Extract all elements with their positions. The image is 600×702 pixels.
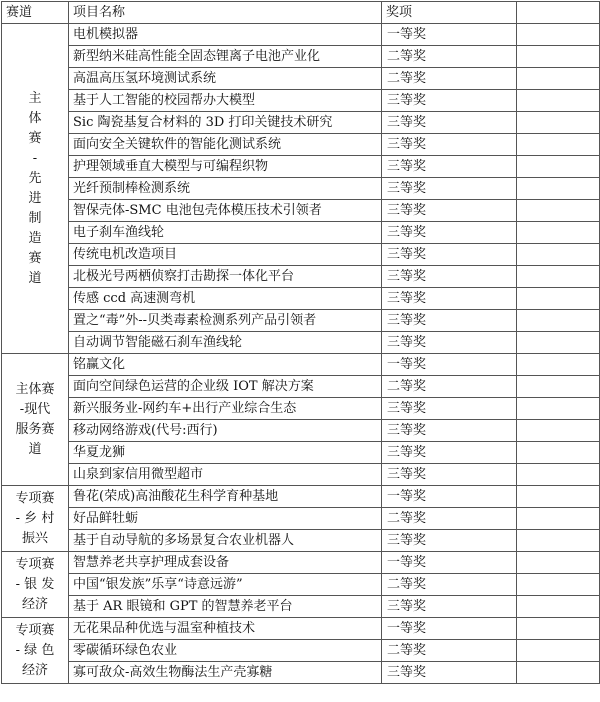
project-name: 好品鲜牡蛎	[69, 508, 382, 530]
table-row	[2, 46, 600, 68]
empty-cell	[517, 134, 600, 156]
award-level: 一等奖	[382, 486, 517, 508]
empty-cell	[517, 68, 600, 90]
empty-cell	[517, 244, 600, 266]
award-level: 二等奖	[382, 46, 517, 68]
award-level: 二等奖	[382, 68, 517, 90]
award-level: 三等奖	[382, 90, 517, 112]
empty-cell	[517, 310, 600, 332]
track-label-line: - 乡 村	[15, 510, 55, 526]
table-row	[2, 442, 600, 464]
empty-cell	[517, 354, 600, 376]
project-name: 智慧养老共享护理成套设备	[69, 552, 382, 574]
award-level: 三等奖	[382, 112, 517, 134]
project-name: 北极光号两栖侦察打击勘探一体化平台	[69, 266, 382, 288]
empty-cell	[517, 618, 600, 640]
project-name: 光纤预制棒检测系统	[69, 178, 382, 200]
track-label-line: 赛	[28, 250, 42, 266]
header-extra	[517, 2, 600, 24]
project-name: 传统电机改造项目	[69, 244, 382, 266]
track-cell	[2, 24, 69, 354]
table-row	[2, 200, 600, 222]
project-name: 鲁花(荣成)高油酸花生科学育种基地	[69, 486, 382, 508]
table-row	[2, 552, 600, 574]
track-label-line: 道	[28, 441, 42, 457]
award-level: 一等奖	[382, 354, 517, 376]
table-row	[2, 464, 600, 486]
project-name: 华夏龙狮	[69, 442, 382, 464]
project-name: 护理领域垂直大模型与可编程织物	[69, 156, 382, 178]
empty-cell	[517, 552, 600, 574]
empty-cell	[517, 508, 600, 530]
project-name: 智保壳体-SMC 电池包壳体模压技术引领者	[69, 200, 382, 222]
project-name: 置之“毒”外--贝类毒素检测系列产品引领者	[69, 310, 382, 332]
track-cell	[2, 552, 69, 618]
project-name: 自动调节智能磁石刹车渔线轮	[69, 332, 382, 354]
table-row	[2, 508, 600, 530]
award-level: 三等奖	[382, 442, 517, 464]
empty-cell	[517, 662, 600, 684]
empty-cell	[517, 486, 600, 508]
header-award: 奖项	[382, 2, 517, 24]
table-row	[2, 24, 600, 46]
empty-cell	[517, 442, 600, 464]
table-row	[2, 222, 600, 244]
track-label-line: 先	[28, 170, 42, 186]
project-name: 面向安全关键软件的智能化测试系统	[69, 134, 382, 156]
empty-cell	[517, 90, 600, 112]
track-label-line: 制	[28, 210, 42, 226]
award-level: 三等奖	[382, 464, 517, 486]
empty-cell	[517, 420, 600, 442]
award-level: 三等奖	[382, 530, 517, 552]
track-cell	[2, 486, 69, 552]
project-name: 铭赢文化	[69, 354, 382, 376]
track-label-line: 服务赛	[15, 421, 55, 437]
track-label-line: 进	[28, 190, 42, 206]
track-cell	[2, 618, 69, 684]
table-row	[2, 376, 600, 398]
empty-cell	[517, 288, 600, 310]
track-label-line: 赛	[28, 130, 42, 146]
table-row	[2, 156, 600, 178]
award-level: 一等奖	[382, 552, 517, 574]
empty-cell	[517, 24, 600, 46]
track-label-line: 主体赛	[15, 381, 55, 397]
project-name: 基于自动导航的多场景复合农业机器人	[69, 530, 382, 552]
empty-cell	[517, 530, 600, 552]
award-level: 三等奖	[382, 310, 517, 332]
award-level: 三等奖	[382, 134, 517, 156]
table-row	[2, 530, 600, 552]
empty-cell	[517, 156, 600, 178]
award-level: 三等奖	[382, 332, 517, 354]
empty-cell	[517, 266, 600, 288]
award-level: 三等奖	[382, 222, 517, 244]
awards-table	[1, 1, 600, 684]
project-name: 电机模拟器	[69, 24, 382, 46]
table-row	[2, 618, 600, 640]
empty-cell	[517, 596, 600, 618]
project-name: 零碳循环绿色农业	[69, 640, 382, 662]
table-row	[2, 596, 600, 618]
award-level: 二等奖	[382, 508, 517, 530]
track-label-line: - 银 发	[15, 576, 55, 592]
table-row	[2, 68, 600, 90]
track-label-line: 专项赛	[15, 622, 55, 638]
track-cell	[2, 354, 69, 486]
table-row	[2, 574, 600, 596]
award-level: 一等奖	[382, 24, 517, 46]
table-row	[2, 134, 600, 156]
empty-cell	[517, 398, 600, 420]
track-label-line: 专项赛	[15, 556, 55, 572]
award-level: 三等奖	[382, 200, 517, 222]
project-name: 传感 ccd 高速测弯机	[69, 288, 382, 310]
project-name: 新兴服务业-网约车+出行产业综合生态	[69, 398, 382, 420]
table-row	[2, 662, 600, 684]
project-name: 中国“银发族”乐享“诗意远游”	[69, 574, 382, 596]
project-name: Sic 陶瓷基复合材料的 3D 打印关键技术研究	[69, 112, 382, 134]
table-row	[2, 90, 600, 112]
track-label-line: 振兴	[21, 530, 48, 546]
header-project: 项目名称	[69, 2, 382, 24]
award-level: 三等奖	[382, 178, 517, 200]
table-row	[2, 354, 600, 376]
project-name: 基于 AR 眼镜和 GPT 的智慧养老平台	[69, 596, 382, 618]
track-label-line: 经济	[21, 596, 48, 612]
award-level: 二等奖	[382, 640, 517, 662]
project-name: 高温高压氢环境测试系统	[69, 68, 382, 90]
track-label-line: -	[32, 150, 38, 166]
header-row	[2, 2, 600, 24]
project-name: 山泉到家信用微型超市	[69, 464, 382, 486]
table-row	[2, 244, 600, 266]
track-label-line: 经济	[21, 662, 48, 678]
header-track: 赛道	[2, 2, 69, 24]
track-label-line: 主	[28, 90, 42, 106]
track-label-line: 专项赛	[15, 490, 55, 506]
project-name: 面向空间绿色运营的企业级 IOT 解决方案	[69, 376, 382, 398]
award-level: 二等奖	[382, 574, 517, 596]
award-level: 三等奖	[382, 266, 517, 288]
track-label-line: -现代	[19, 401, 51, 417]
table-row	[2, 266, 600, 288]
track-label-line: 道	[28, 270, 42, 286]
project-name: 寡可敌众-高效生物酶法生产壳寡糖	[69, 662, 382, 684]
table-row	[2, 288, 600, 310]
empty-cell	[517, 222, 600, 244]
track-label-line: 造	[28, 230, 42, 246]
project-name: 移动网络游戏(代号:西行)	[69, 420, 382, 442]
track-label-line: 体	[28, 110, 42, 126]
award-level: 三等奖	[382, 156, 517, 178]
table-row	[2, 178, 600, 200]
table-row	[2, 398, 600, 420]
award-level: 一等奖	[382, 618, 517, 640]
table-row	[2, 310, 600, 332]
project-name: 新型纳米硅高性能全固态锂离子电池产业化	[69, 46, 382, 68]
table-row	[2, 640, 600, 662]
award-level: 三等奖	[382, 288, 517, 310]
empty-cell	[517, 574, 600, 596]
table-row	[2, 332, 600, 354]
empty-cell	[517, 640, 600, 662]
empty-cell	[517, 332, 600, 354]
empty-cell	[517, 46, 600, 68]
empty-cell	[517, 376, 600, 398]
table-row	[2, 112, 600, 134]
table-body	[2, 24, 600, 684]
award-level: 三等奖	[382, 596, 517, 618]
project-name: 无花果品种优选与温室种植技术	[69, 618, 382, 640]
award-level: 三等奖	[382, 398, 517, 420]
award-level: 二等奖	[382, 376, 517, 398]
track-label-line: - 绿 色	[15, 642, 55, 658]
empty-cell	[517, 112, 600, 134]
table-row	[2, 420, 600, 442]
table-row	[2, 486, 600, 508]
empty-cell	[517, 464, 600, 486]
project-name: 基于人工智能的校园帮办大模型	[69, 90, 382, 112]
empty-cell	[517, 200, 600, 222]
award-level: 三等奖	[382, 420, 517, 442]
project-name: 电子刹车渔线轮	[69, 222, 382, 244]
empty-cell	[517, 178, 600, 200]
award-level: 三等奖	[382, 244, 517, 266]
award-level: 三等奖	[382, 662, 517, 684]
